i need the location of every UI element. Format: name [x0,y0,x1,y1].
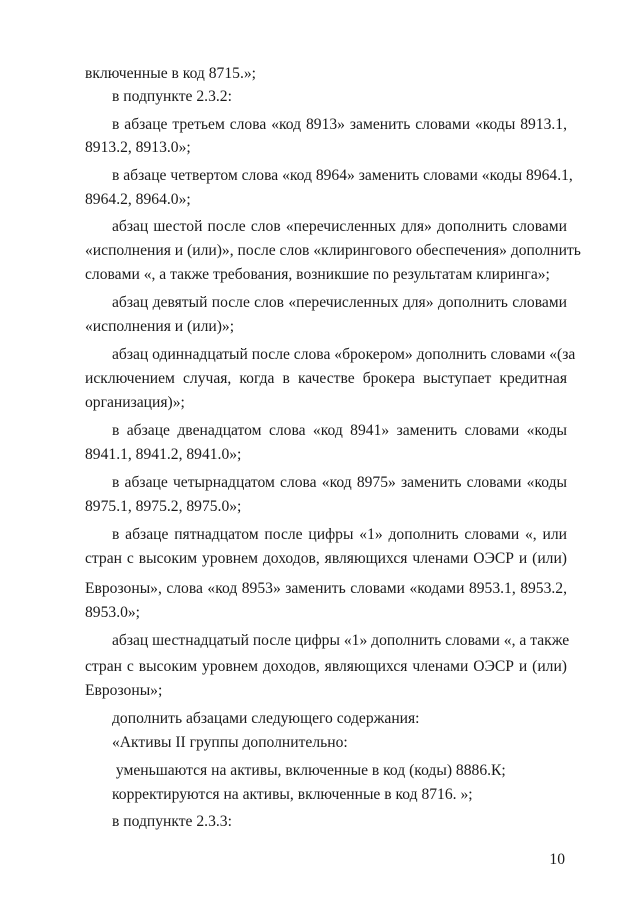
text-line: абзац одиннадцатый после слова «брокером» дополнить словами «(за [112,346,576,363]
text-line: дополнить абзацами следующего содержания: [112,710,420,727]
text-line: 8975.1, 8975.2, 8975.0»; [85,498,242,515]
text-line: в подпункте 2.3.3: [112,813,232,830]
text-line: в абзаце двенадцатом слова «код 8941» заменить словами «коды [112,422,567,439]
text-line: 8964.2, 8964.0»; [85,191,191,208]
text-line: Еврозоны», слова «код 8953» заменить словами «кодами 8953.1, 8953.2, [85,580,567,597]
text-line: в подпункте 2.3.2: [112,88,232,105]
text-line: стран с высоким уровнем доходов, являющихся членами ОЭСР и (или) [85,550,567,567]
text-line: исключением случая, когда в качестве брокера выступает кредитная [85,370,567,387]
text-line: уменьшаются на активы, включенные в код (коды) 8886.К; [112,762,506,779]
page-number: 10 [549,851,565,868]
text-line: 8941.1, 8941.2, 8941.0»; [85,446,242,463]
text-line: словами «, а также требования, возникшие по результатам клиринга»; [85,266,550,283]
text-line: организация)»; [85,394,185,411]
text-line: «Активы II группы дополнительно: [112,734,348,751]
text-line: в абзаце четырнадцатом слова «код 8975» заменить словами «коды [112,474,567,491]
text-line: в абзаце пятнадцатом после цифры «1» дополнить словами «, или [112,526,567,543]
text-line: абзац шестой после слов «перечисленных для» дополнить словами [112,218,567,235]
text-line: в абзаце третьем слова «код 8913» заменить словами «коды 8913.1, [112,116,567,133]
text-line: стран с высоким уровнем доходов, являющихся членами ОЭСР и (или) [85,658,567,675]
text-line: в абзаце четвертом слова «код 8964» заменить словами «коды 8964.1, [112,167,573,184]
text-line: корректируются на активы, включенные в код 8716. »; [112,786,473,803]
text-line: «исполнения и (или)», после слов «клирингового обеспечения» дополнить [85,242,581,259]
text-line: абзац шестнадцатый после цифры «1» дополнить словами «, а также [112,632,570,649]
text-line: абзац девятый после слов «перечисленных для» дополнить словами [112,294,567,311]
text-line: 8913.2, 8913.0»; [85,139,191,156]
text-line: Еврозоны»; [85,682,163,699]
text-line: 8953.0»; [85,604,141,621]
text-line: «исполнения и (или)»; [85,318,235,335]
text-line: включенные в код 8715.»; [85,65,256,82]
